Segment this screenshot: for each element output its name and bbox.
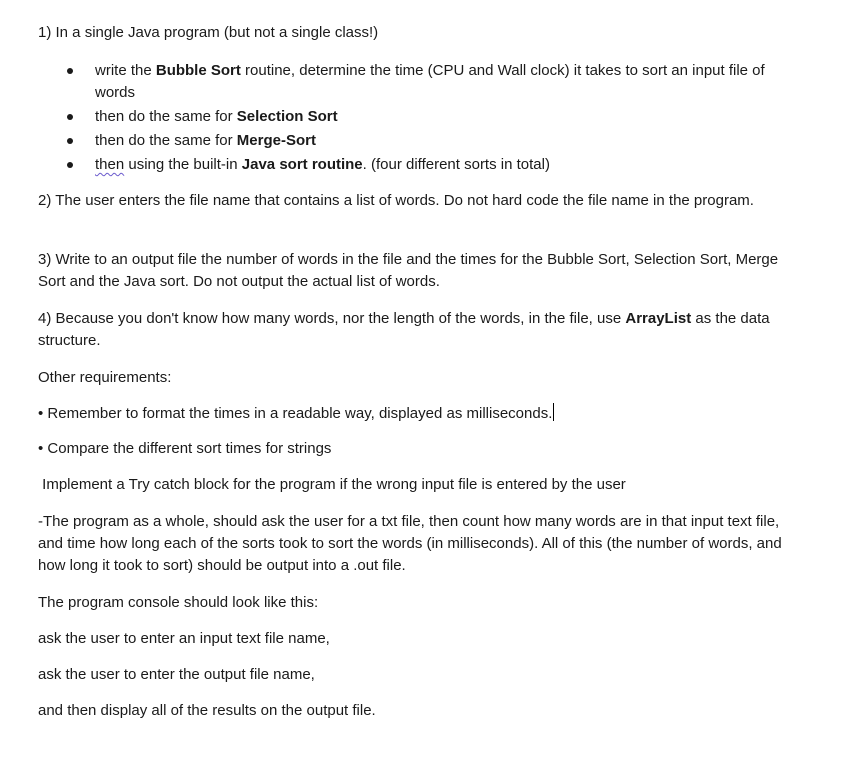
- question-2: 2) The user enters the file name that contains a list of words. Do not hard code the file name in the program.: [38, 192, 754, 209]
- text-cursor: [553, 403, 554, 421]
- console-step-3: and then display all of the results on the output file.: [38, 702, 376, 719]
- console-heading: The program console should look like this:: [38, 594, 319, 611]
- question-1-intro: 1) In a single Java program (but not a single class!): [38, 24, 379, 41]
- requirement-compare-sorts: • Compare the different sort times for strings: [38, 440, 332, 457]
- bullet-icon: [67, 68, 73, 74]
- spellcheck-underlined-word: then: [95, 156, 125, 173]
- question-1-bullet-list: [38, 60, 798, 176]
- question-4: 4) Because you don't know how many words, nor the length of the words, in the file, use ArrayList as the data structure.: [38, 310, 770, 349]
- list-item: then do the same for Selection Sort: [38, 106, 798, 128]
- console-step-2: ask the user to enter the output file name,: [38, 666, 315, 683]
- requirement-format-times[interactable]: • Remember to format the times in a readable way, displayed as milliseconds.: [38, 405, 553, 422]
- bullet-icon: [67, 138, 73, 144]
- list-item: then do the same for Merge-Sort: [38, 130, 798, 152]
- requirement-try-catch: Implement a Try catch block for the program if the wrong input file is entered by the user: [38, 476, 626, 493]
- program-summary: -The program as a whole, should ask the user for a txt file, then count how many words are in that input text file, and time how long each of the sorts took to sort the words (in milliseconds). All of this (the number of words, and how long it took to sort) should be output into a .out file.: [38, 513, 782, 574]
- bullet-icon: [67, 162, 73, 168]
- console-step-1: ask the user to enter an input text file name,: [38, 630, 330, 647]
- bullet-icon: [67, 114, 73, 120]
- question-3: 3) Write to an output file the number of words in the file and the times for the Bubble Sort, Selection Sort, Merge Sort and the Java sort. Do not output the actual list of words.: [38, 251, 779, 290]
- list-item: then using the built-in Java sort routine. (four different sorts in total): [38, 154, 798, 176]
- list-item: write the Bubble Sort routine, determine the time (CPU and Wall clock) it takes to sort an input file of words: [38, 60, 798, 104]
- other-requirements-heading: Other requirements:: [38, 369, 172, 386]
